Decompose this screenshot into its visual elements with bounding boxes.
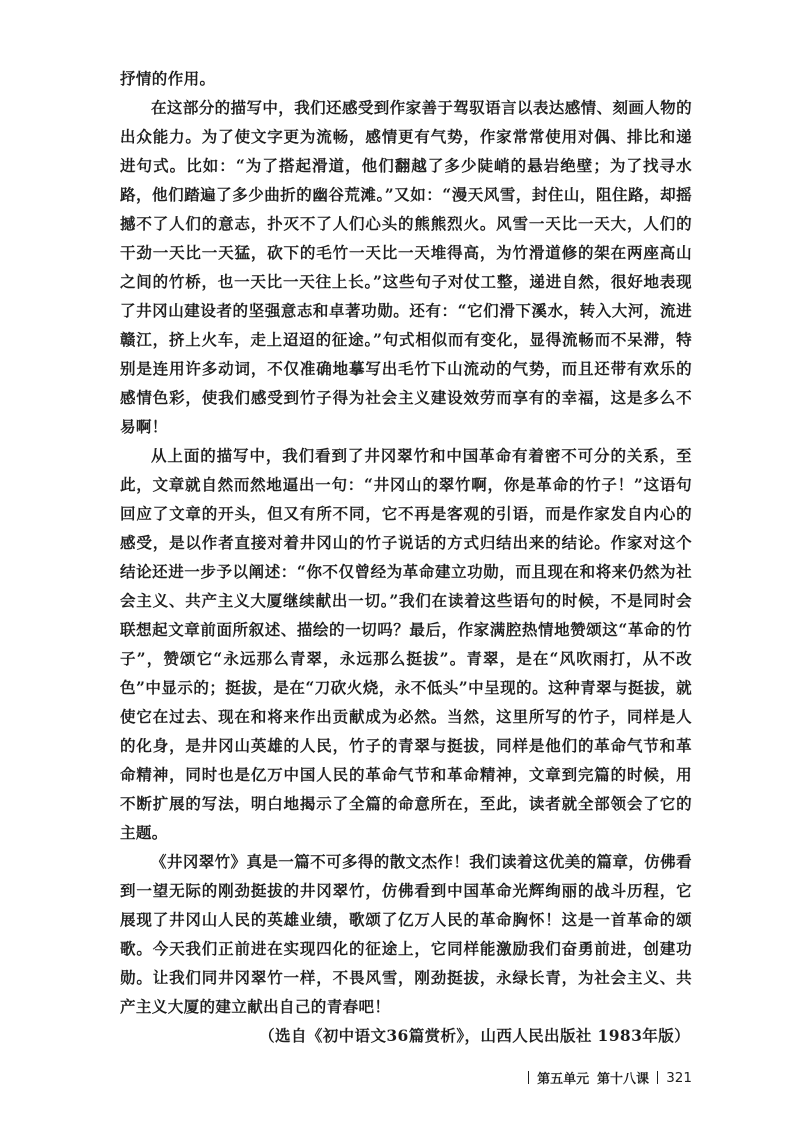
- source-citation: （选自《初中语文36篇赏析》，山西人民出版社 1983年版）: [259, 1026, 690, 1045]
- paragraph-3: 从上面的描写中，我们看到了井冈翠竹和中国革命有着密不可分的关系，至此，文章就自然而然地逼出一句：“井冈山的翠竹啊，你是革命的竹子！”这语句回应了文章的开头，但又有所不同，它不再是客观的引语，而是作家发自内心的感受，是以作者直接对着井冈山的竹子说话的方式归结出来的结论。作家对这个结论还进一步予以阐述：“你不仅曾经为革命建立功勋，而且现在和将来仍然为社会主义、共产主义大厦继续献出一切。”我们在读着这些语句的时候，不是同时会联想起文章前面所叙述、描绘的一切吗？最后，作家满腔热情地赞颂这“革命的竹子”，赞颂它“永远那么青翠，永远那么挺拔”。青翠，是在“风吹雨打，从不改色”中显示的；挺拔，是在“刀砍火烧，永不低头”中呈现的。这种青翠与挺拔，就使它在过去、现在和将来作出贡献成为必然。当然，这里所写的竹子，同样是人的化身，是井冈山英雄的人民，竹子的青翠与挺拔，同样是他们的革命气节和革命精神，同时也是亿万中国人民的革命气节和革命精神，文章到完篇的时候，用不断扩展的写法，明白地揭示了全篇的命意所在，至此，读者就全部领会了它的主题。: [120, 446, 692, 842]
- paragraph-4: 《井冈翠竹》真是一篇不可多得的散文杰作！我们读着这优美的篇章，仿佛看到一望无际的刚劲挺拔的井冈翠竹，仿佛看到中国革命光辉绚丽的战斗历程，它展现了井冈山人民的英雄业绩，歌颂了亿万人民的革命胸怀！这是一首革命的颂歌。今天我们正前进在实现四化的征途上，它同样能激励我们奋勇前进，创建功勋。让我们同井冈翠竹一样，不畏风雪，刚劲挺拔，永绿长青，为社会主义、共产主义大厦的建立献出自己的青春吧！: [120, 852, 692, 1016]
- footer-divider: [657, 1071, 658, 1084]
- paragraph-1: 抒情的作用。: [120, 69, 216, 88]
- footer-divider: [528, 1071, 529, 1084]
- paragraph-2: 在这部分的描写中，我们还感受到作家善于驾驭语言以表达感情、刻画人物的出众能力。为了使文字更为流畅，感情更有气势，作家常常使用对偶、排比和递进句式。比如：“为了搭起滑道，他们翻越了多少陡峭的悬岩绝壁；为了找寻水路，他们踏遍了多少曲折的幽谷荒滩。”又如：“漫天风雪，封住山，阻住路，却摇撼不了人们的意志，扑灭不了人们心头的熊熊烈火。风雪一天比一天大，人们的干劲一天比一天猛，砍下的毛竹一天比一天堆得高，为竹滑道修的架在两座高山之间的竹桥，也一天比一天往上长。”这些句子对仗工整，递进自然，很好地表现了井冈山建设者的坚强意志和卓著功勋。还有：“它们滑下溪水，转入大河，流进赣江，挤上火车，走上迢迢的征途。”句式相似而有变化，显得流畅而不呆滞，特别是连用许多动词，不仅准确地摹写出毛竹下山流动的气势，而且还带有欢乐的感情色彩，使我们感受到竹子得为社会主义建设效劳而享有的幸福，这是多么不易啊！: [120, 98, 692, 436]
- footer-lesson: 第十八课: [597, 1072, 650, 1087]
- page-number: 321: [666, 1069, 692, 1086]
- footer-unit: 第五单元: [537, 1072, 590, 1087]
- article-body: [120, 64, 692, 1050]
- page-footer: [520, 1068, 692, 1087]
